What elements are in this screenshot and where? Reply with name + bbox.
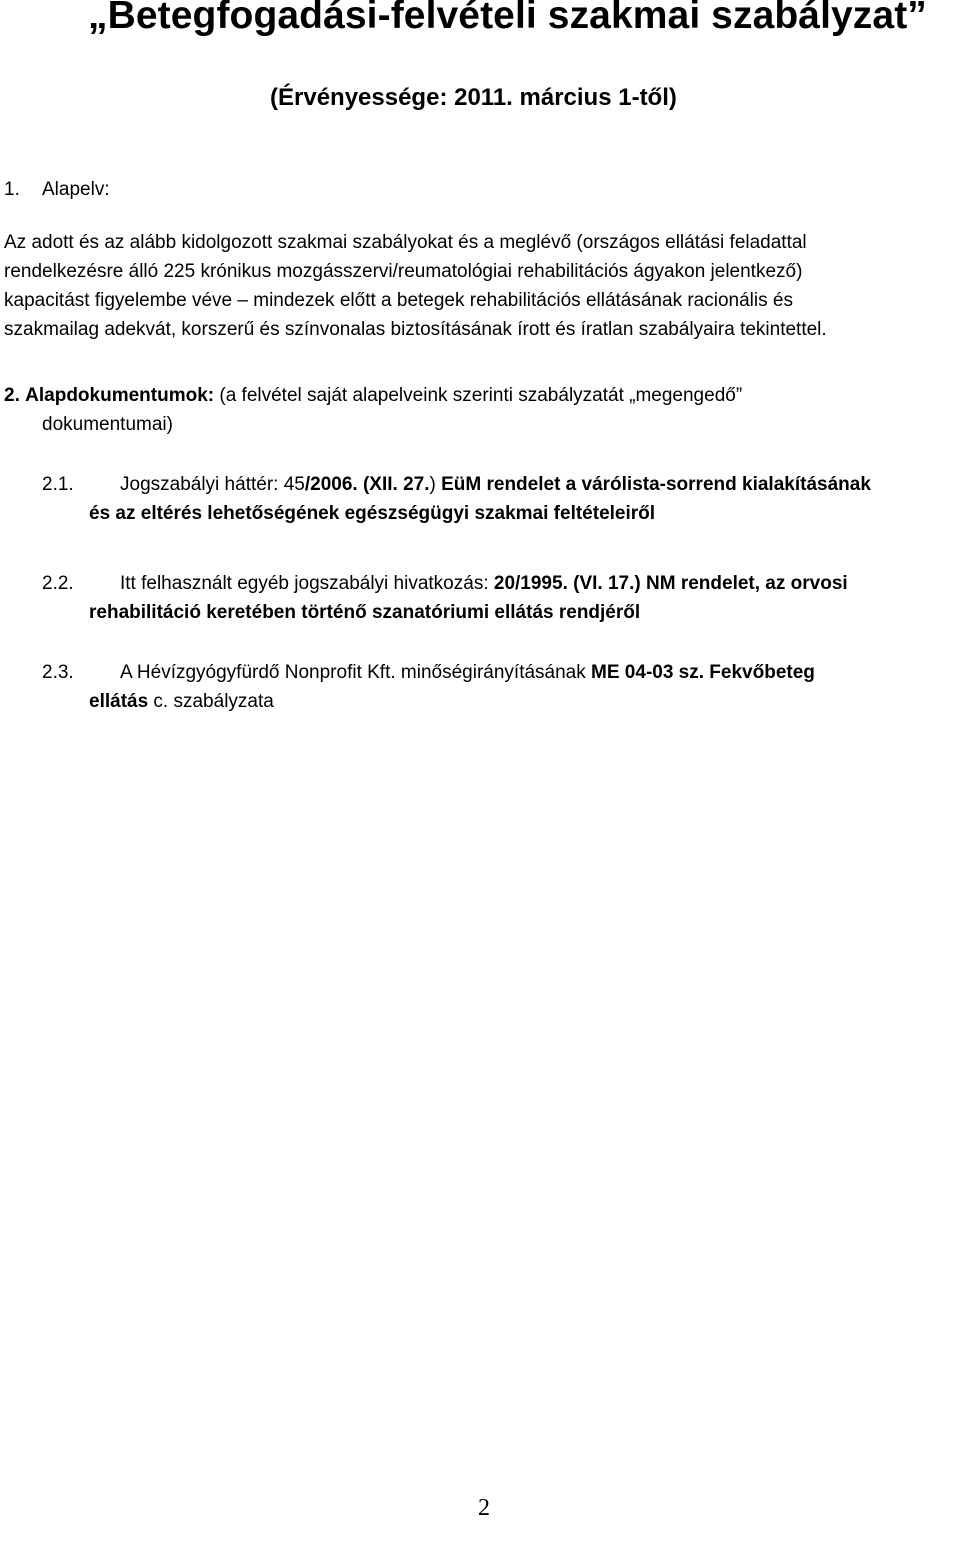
subsection-text: c. szabályzata [148, 691, 274, 712]
subsection-text: ) [429, 474, 442, 495]
paragraph-line: rendelkezésre álló 225 krónikus mozgásszervi/reumatológiai rehabilitációs ágyakon jelentkező) [4, 261, 803, 282]
subsection-text: Jogszabályi háttér: 45 [120, 474, 305, 495]
page-number: 2 [478, 1495, 490, 1521]
subsection-2-1 [42, 470, 960, 528]
section-2-text: (a felvétel saját alapelveink szerinti szabályzatát „megengedő” [219, 385, 743, 406]
subsection-2-3 [42, 658, 960, 716]
law-title-continued: és az eltérés lehetőségének egészségügyi szakmai feltételeiről [89, 503, 656, 524]
law-title: EüM rendelet a várólista-sorrend kialakításának [441, 474, 871, 495]
subsection-text: A Hévízgyógyfürdő Nonprofit Kft. minőségirányításának [120, 662, 592, 683]
subsection-number: 2.2. [42, 573, 74, 594]
subsection-number: 2.3. [42, 662, 74, 683]
section-1-heading [4, 175, 110, 204]
paragraph-line: kapacitást figyelembe véve – mindezek előtt a betegek rehabilitációs ellátásának racionális és [4, 290, 793, 311]
validity-date: (Érvényessége: 2011. március 1-től) [270, 84, 677, 111]
document-title: „Betegfogadási-felvételi szakmai szabályzat” [88, 0, 927, 37]
paragraph-line: szakmailag adekvát, korszerű és színvonalas biztosításának írott és íratlan szabályaira tekintettel. [4, 319, 827, 340]
law-title-continued: rehabilitáció keretében történő szanatóriumi ellátás rendjéről [89, 602, 641, 623]
law-title: ) NM rendelet, az orvosi [634, 573, 848, 594]
law-reference: /2006. (XII. 27. [304, 474, 430, 495]
paragraph-line: Az adott és az alább kidolgozott szakmai szabályokat és a meglévő (országos ellátási feladattal [4, 232, 807, 253]
section-2-number: 2. [4, 385, 20, 406]
law-reference: 20/1995. (VI. 17. [493, 573, 635, 594]
section-1-paragraph [4, 228, 916, 344]
section-2-heading-line [4, 381, 904, 410]
document-reference: ME 04-03 sz. Fekvőbeteg [591, 662, 815, 683]
subsection-number: 2.1. [42, 474, 74, 495]
section-1-title: Alapelv: [42, 179, 110, 200]
document-reference-continued: ellátás [89, 691, 149, 712]
section-2-title: Alapdokumentumok: [25, 385, 215, 406]
section-1-number: 1. [4, 179, 20, 200]
subsection-text: Itt felhasznált egyéb jogszabályi hivatkozás: [120, 573, 494, 594]
section-2-text-continued: dokumentumai) [42, 414, 173, 435]
section-2 [4, 381, 904, 439]
subsection-2-2 [42, 569, 960, 627]
